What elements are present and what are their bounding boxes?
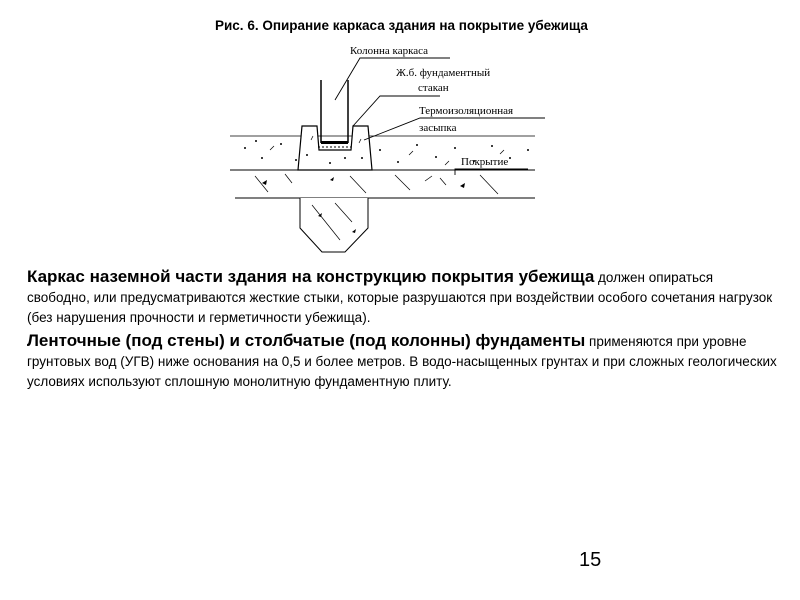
label-insulation-line2: засыпка <box>419 122 457 134</box>
paragraph-foundations-text: применяются при уровне грунтовых вод (УГВ) ниже основания на 0,5 и более метров. В водо-насыщенных грунтах и при сложных геологических условиях используют сплошную монолитную фундаментную плиту. <box>27 334 777 389</box>
foundation-socket <box>298 126 372 170</box>
label-socket-line1: Ж.б. фундаментный <box>396 67 491 79</box>
paragraph-frame-support-text: должен опираться свободно, или предусматриваются жесткие стыки, которые разрушаются при воздействии особого сочетания нагрузок (без нарушения прочности и герметичности убежища). <box>27 270 773 325</box>
label-covering: Покрытие <box>461 156 509 168</box>
foundation-diagram <box>0 0 800 260</box>
frame-column <box>318 80 351 147</box>
label-insulation-line1: Термоизоляционная <box>419 105 514 117</box>
paragraph-foundations <box>27 330 777 392</box>
figure-caption: Рис. 6. Опирание каркаса здания на покрытие убежища <box>215 18 588 33</box>
page-number: 15 <box>579 549 602 571</box>
paragraph-foundations-lead: Ленточные (под стены) и столбчатые (под колонны) фундаменты <box>27 331 586 350</box>
label-socket-line2: стакан <box>418 82 449 94</box>
label-column: Колонна каркаса <box>350 45 429 57</box>
paragraph-frame-support-lead: Каркас наземной части здания на конструкцию покрытия убежища <box>27 267 595 286</box>
body-text <box>27 266 777 394</box>
covering-slab <box>235 174 535 252</box>
paragraph-frame-support <box>27 266 777 328</box>
